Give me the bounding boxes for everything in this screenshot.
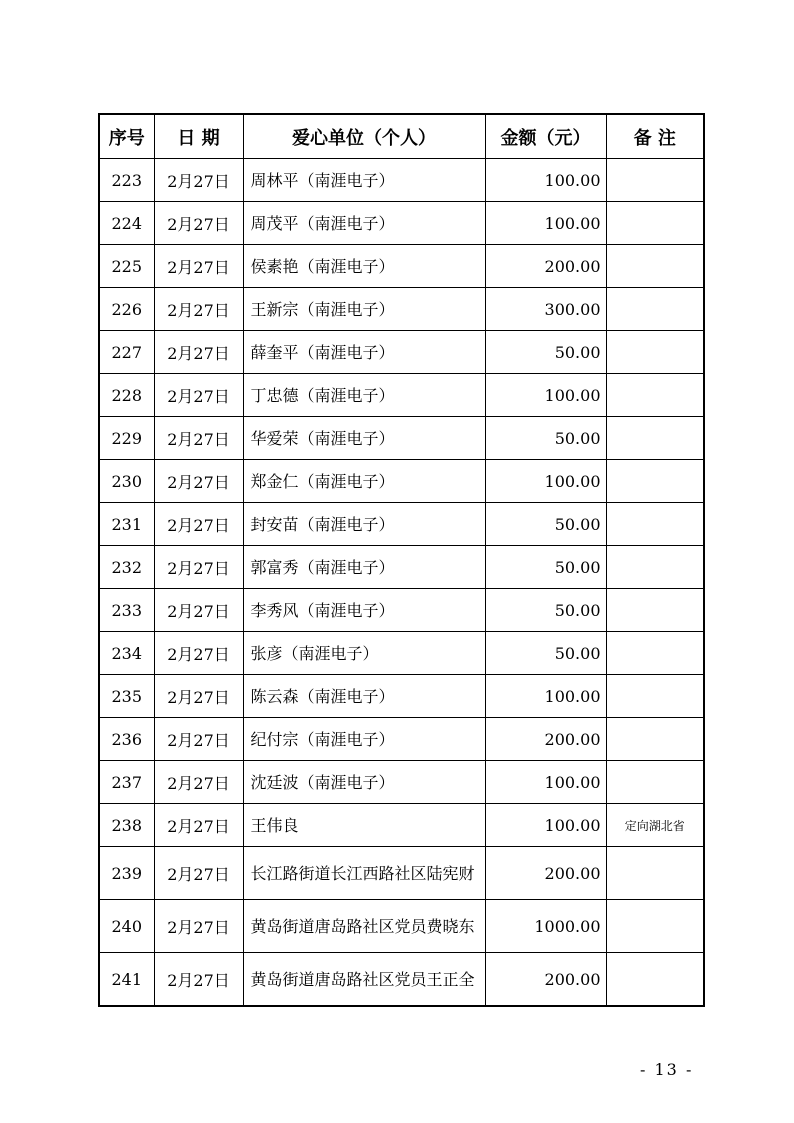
cell-amount: 100.00 xyxy=(485,159,606,202)
cell-note xyxy=(606,632,704,675)
cell-no: 225 xyxy=(99,245,154,288)
cell-note xyxy=(606,718,704,761)
cell-no: 223 xyxy=(99,159,154,202)
cell-no: 229 xyxy=(99,417,154,460)
cell-amount: 200.00 xyxy=(485,847,606,900)
cell-no: 235 xyxy=(99,675,154,718)
cell-date: 2月27日 xyxy=(154,900,243,953)
cell-date: 2月27日 xyxy=(154,417,243,460)
cell-donor: 王新宗（南涯电子） xyxy=(243,288,485,331)
table-row xyxy=(99,804,704,847)
cell-date: 2月27日 xyxy=(154,202,243,245)
table-header-row xyxy=(99,114,704,159)
cell-date: 2月27日 xyxy=(154,159,243,202)
cell-donor: 侯素艳（南涯电子） xyxy=(243,245,485,288)
cell-date: 2月27日 xyxy=(154,589,243,632)
cell-donor: 纪付宗（南涯电子） xyxy=(243,718,485,761)
page-number: - 13 - xyxy=(640,1060,694,1079)
cell-date: 2月27日 xyxy=(154,675,243,718)
cell-note xyxy=(606,460,704,503)
cell-date: 2月27日 xyxy=(154,374,243,417)
table-row xyxy=(99,288,704,331)
header-note: 备 注 xyxy=(606,114,704,159)
cell-date: 2月27日 xyxy=(154,718,243,761)
cell-donor: 黄岛街道唐岛路社区党员王正全 xyxy=(243,953,485,1007)
cell-note xyxy=(606,202,704,245)
table-row xyxy=(99,718,704,761)
cell-amount: 100.00 xyxy=(485,460,606,503)
cell-amount: 50.00 xyxy=(485,417,606,460)
table-row xyxy=(99,589,704,632)
cell-note xyxy=(606,900,704,953)
cell-no: 239 xyxy=(99,847,154,900)
cell-note xyxy=(606,331,704,374)
cell-date: 2月27日 xyxy=(154,953,243,1007)
table-row xyxy=(99,847,704,900)
table-row xyxy=(99,331,704,374)
cell-no: 236 xyxy=(99,718,154,761)
cell-amount: 50.00 xyxy=(485,503,606,546)
table-row xyxy=(99,632,704,675)
cell-amount: 50.00 xyxy=(485,632,606,675)
table-row xyxy=(99,159,704,202)
cell-date: 2月27日 xyxy=(154,761,243,804)
cell-no: 230 xyxy=(99,460,154,503)
cell-amount: 100.00 xyxy=(485,202,606,245)
cell-donor: 丁忠德（南涯电子） xyxy=(243,374,485,417)
table-row xyxy=(99,417,704,460)
cell-no: 234 xyxy=(99,632,154,675)
table-row xyxy=(99,900,704,953)
cell-amount: 50.00 xyxy=(485,331,606,374)
cell-note xyxy=(606,675,704,718)
cell-note xyxy=(606,288,704,331)
cell-note: 定向湖北省 xyxy=(606,804,704,847)
table-row xyxy=(99,503,704,546)
cell-amount: 200.00 xyxy=(485,953,606,1007)
cell-note xyxy=(606,374,704,417)
cell-note xyxy=(606,503,704,546)
cell-no: 226 xyxy=(99,288,154,331)
donation-table xyxy=(98,113,705,1007)
cell-donor: 王伟良 xyxy=(243,804,485,847)
table-row xyxy=(99,546,704,589)
cell-date: 2月27日 xyxy=(154,245,243,288)
cell-amount: 100.00 xyxy=(485,675,606,718)
cell-no: 227 xyxy=(99,331,154,374)
cell-amount: 100.00 xyxy=(485,761,606,804)
header-donor: 爱心单位（个人） xyxy=(243,114,485,159)
cell-donor: 张彦（南涯电子） xyxy=(243,632,485,675)
table-row xyxy=(99,374,704,417)
cell-donor: 封安苗（南涯电子） xyxy=(243,503,485,546)
cell-donor: 黄岛街道唐岛路社区党员费晓东 xyxy=(243,900,485,953)
cell-date: 2月27日 xyxy=(154,804,243,847)
cell-date: 2月27日 xyxy=(154,331,243,374)
cell-date: 2月27日 xyxy=(154,847,243,900)
cell-note xyxy=(606,159,704,202)
table-body xyxy=(99,159,704,1007)
cell-donor: 李秀风（南涯电子） xyxy=(243,589,485,632)
table-row xyxy=(99,761,704,804)
cell-no: 233 xyxy=(99,589,154,632)
cell-note xyxy=(606,546,704,589)
cell-no: 232 xyxy=(99,546,154,589)
cell-note xyxy=(606,953,704,1007)
cell-no: 228 xyxy=(99,374,154,417)
cell-amount: 200.00 xyxy=(485,245,606,288)
cell-no: 224 xyxy=(99,202,154,245)
table-row xyxy=(99,953,704,1007)
cell-no: 238 xyxy=(99,804,154,847)
cell-donor: 长江路街道长江西路社区陆宪财 xyxy=(243,847,485,900)
header-no: 序号 xyxy=(99,114,154,159)
cell-amount: 50.00 xyxy=(485,546,606,589)
header-date: 日 期 xyxy=(154,114,243,159)
cell-note xyxy=(606,847,704,900)
table-row xyxy=(99,202,704,245)
cell-no: 241 xyxy=(99,953,154,1007)
table-row xyxy=(99,245,704,288)
cell-donor: 郑金仁（南涯电子） xyxy=(243,460,485,503)
cell-date: 2月27日 xyxy=(154,503,243,546)
cell-donor: 周林平（南涯电子） xyxy=(243,159,485,202)
cell-amount: 100.00 xyxy=(485,374,606,417)
cell-donor: 陈云森（南涯电子） xyxy=(243,675,485,718)
cell-note xyxy=(606,589,704,632)
cell-date: 2月27日 xyxy=(154,460,243,503)
cell-donor: 郭富秀（南涯电子） xyxy=(243,546,485,589)
cell-note xyxy=(606,417,704,460)
cell-donor: 薛奎平（南涯电子） xyxy=(243,331,485,374)
cell-no: 240 xyxy=(99,900,154,953)
cell-amount: 200.00 xyxy=(485,718,606,761)
cell-amount: 1000.00 xyxy=(485,900,606,953)
cell-no: 231 xyxy=(99,503,154,546)
table-row xyxy=(99,460,704,503)
cell-date: 2月27日 xyxy=(154,288,243,331)
cell-note xyxy=(606,245,704,288)
cell-donor: 华爱荣（南涯电子） xyxy=(243,417,485,460)
cell-donor: 周茂平（南涯电子） xyxy=(243,202,485,245)
cell-donor: 沈廷波（南涯电子） xyxy=(243,761,485,804)
cell-amount: 300.00 xyxy=(485,288,606,331)
cell-no: 237 xyxy=(99,761,154,804)
table-row xyxy=(99,675,704,718)
header-amount: 金额（元） xyxy=(485,114,606,159)
cell-date: 2月27日 xyxy=(154,632,243,675)
cell-note xyxy=(606,761,704,804)
cell-amount: 100.00 xyxy=(485,804,606,847)
cell-amount: 50.00 xyxy=(485,589,606,632)
cell-date: 2月27日 xyxy=(154,546,243,589)
